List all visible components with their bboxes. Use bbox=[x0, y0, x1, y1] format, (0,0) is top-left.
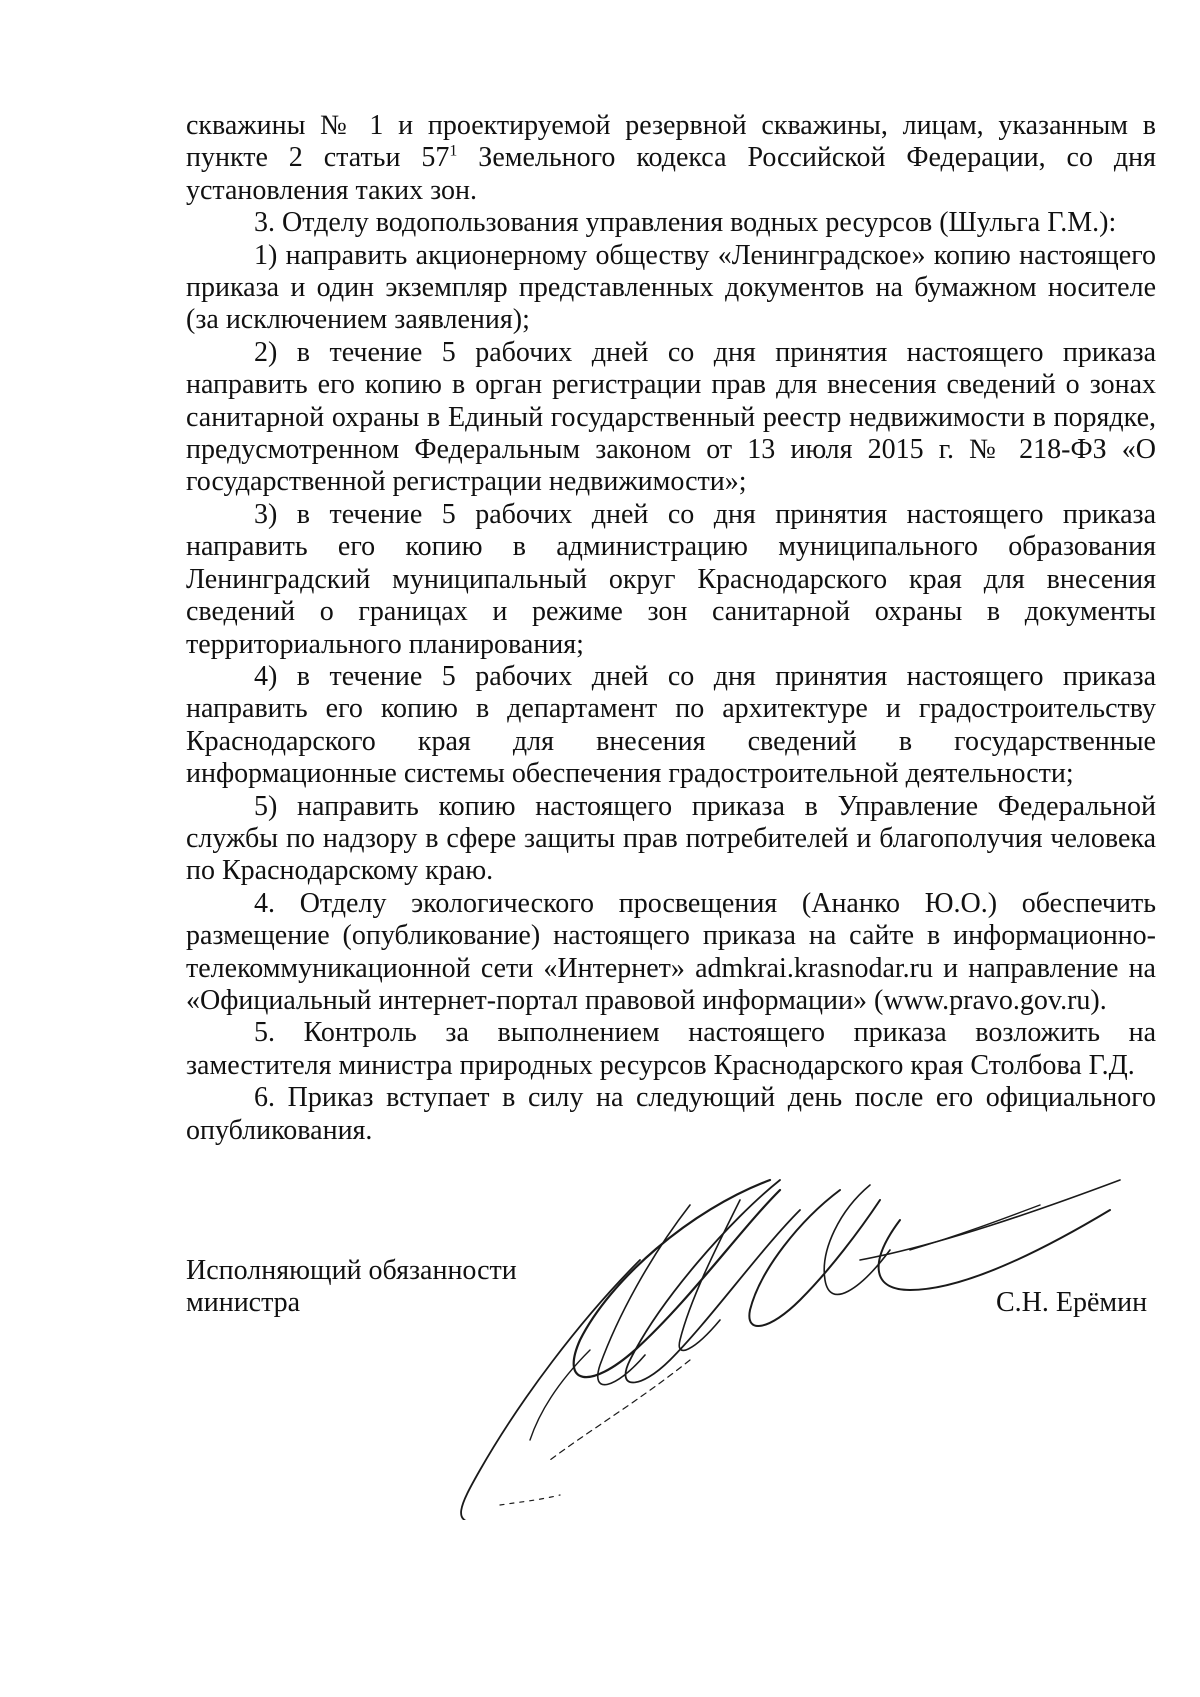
paragraph-subitem-2: 2) в течение 5 рабочих дней со дня принятия настоящего приказа направить его копию в орган регистрации прав для внесения сведений о зонах санитарной охраны в Единый государственный реестр недвижимости в порядке, предусмотренном Федеральным законом от 13 июля 2015 г. № 218-ФЗ «О государственной регистрации недвижимости»; bbox=[186, 336, 1156, 498]
handwritten-signature bbox=[440, 1150, 1130, 1520]
document-body bbox=[186, 110, 1156, 1147]
article-superscript: 1 bbox=[449, 143, 458, 161]
paragraph-continuation bbox=[186, 110, 1156, 207]
paragraph-subitem-1: 1) направить акционерному обществу «Ленинградское» копию настоящего приказа и один экземпляр представленных документов на бумажном носителе (за исключением заявления); bbox=[186, 239, 1156, 336]
signatory-position-line-1: Исполняющий обязанности bbox=[186, 1255, 517, 1286]
paragraph-item-6: 6. Приказ вступает в силу на следующий день после его официального опубликования. bbox=[186, 1082, 1156, 1146]
paragraph-subitem-3: 3) в течение 5 рабочих дней со дня принятия настоящего приказа направить его копию в администрацию муниципального образования Ленинградский муниципальный округ Краснодарского края для внесения сведений о границах и режиме зон санитарной охраны в документы территориального планирования; bbox=[186, 498, 1156, 660]
continuation-text-start: скважины № 1 и проектируемой резервной скважины, лицам, указанным в пункте 2 статьи 57 bbox=[186, 110, 1156, 174]
paragraph-item-3: 3. Отделу водопользования управления водных ресурсов (Шульга Г.М.): bbox=[254, 207, 1117, 239]
continuation-text-end: Земельного кодекса Российской Федерации, со дня установления таких зон. bbox=[186, 142, 1156, 206]
paragraph-subitem-5: 5) направить копию настоящего приказа в Управление Федеральной службы по надзору в сфере защиты прав потребителей и благополучия человека по Краснодарскому краю. bbox=[186, 790, 1156, 887]
paragraph-item-4: 4. Отделу экологического просвещения (Ананко Ю.О.) обеспечить размещение (опубликование) настоящего приказа на сайте в информационно-телекоммуникационной сети «Интернет» admkrai.krasnodar.ru и направление на «Официальный интернет-портал правовой информации» (www.pravo.gov.ru). bbox=[186, 887, 1156, 1016]
paragraph-subitem-4: 4) в течение 5 рабочих дней со дня принятия настоящего приказа направить его копию в департамент по архитектуре и градостроительству Краснодарского края для внесения сведений в государственные информационные системы обеспечения градостроительной деятельности; bbox=[186, 660, 1156, 790]
signatory-position-line-2: министра bbox=[186, 1287, 301, 1318]
signatory-name: С.Н. Ерёмин bbox=[996, 1287, 1148, 1318]
paragraph-item-5: 5. Контроль за выполнением настоящего приказа возложить на заместителя министра природных ресурсов Краснодарского края Столбова Г.Д. bbox=[186, 1017, 1156, 1081]
